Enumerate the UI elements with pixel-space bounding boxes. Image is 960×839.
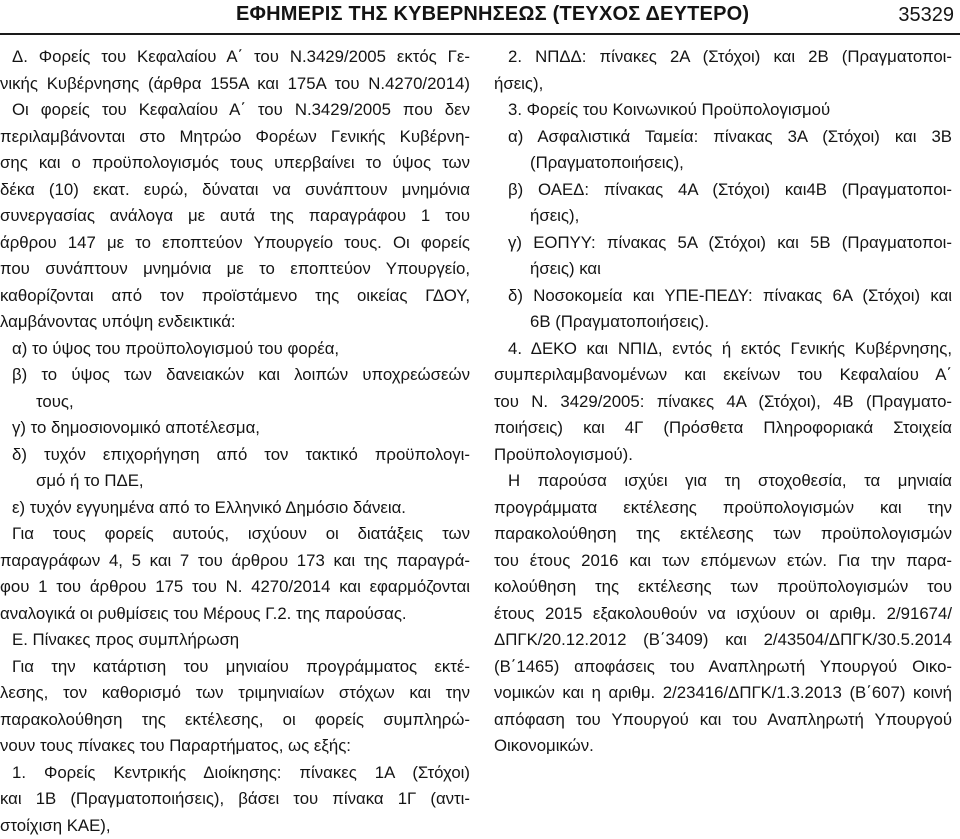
text-line: απόφαση του Υπουργού και του Αναπληρωτή Υπουργού — [494, 707, 952, 734]
page-header — [0, 0, 960, 34]
sub-item-continuation: ήσεις) και — [494, 256, 952, 283]
text-line: παρακολούθηση της εκτέλεσης των προϋπολογισμών — [494, 521, 952, 548]
list-item-4: 4. ΔΕΚΟ και ΝΠΙΔ, εντός ή εκτός Γενικής Κυβέρνησης, — [494, 336, 952, 363]
sub-item-continuation: ήσεις), — [494, 203, 952, 230]
list-item-c: γ) το δημοσιονομικό αποτέλεσμα, — [0, 415, 470, 442]
text-line: που συνάπτουν μνημόνια με το εποπτεύον Υπουργείο, — [0, 256, 470, 283]
text-line: λεσης, τον καθορισμό των τριμηνιαίων στόχων και την — [0, 680, 470, 707]
text-line: λαμβάνοντας υπόψη ενδεικτικά: — [0, 309, 470, 336]
list-item-3: 3. Φορείς του Κοινωνικού Προϋπολογισμού — [494, 97, 952, 124]
text-line: δέκα (10) εκατ. ευρώ, δύναται να συνάπτουν μνημόνια — [0, 177, 470, 204]
list-item-2: 2. ΝΠΔΔ: πίνακες 2Α (Στόχοι) και 2Β (Πραγματοποι- — [494, 44, 952, 71]
left-column — [0, 44, 470, 839]
text-line: προγράμματα εκτέλεσης προϋπολογισμών και την — [494, 495, 952, 522]
text-line: συμπεριλαμβανομένων και εκείνων του Κεφαλαίου Α΄ — [494, 362, 952, 389]
text-line: παραγράφων 4, 5 και 7 του άρθρου 173 και της παραγρά- — [0, 548, 470, 575]
text-line: περιλαμβάνονται στο Μητρώο Φορέων Γενικής Κυβέρνη- — [0, 124, 470, 151]
text-line: νικής Κυβέρνησης (άρθρα 155Α και 175Α του Ν.4270/2014) — [0, 71, 470, 98]
sub-item-c: γ) ΕΟΠΥΥ: πίνακας 5Α (Στόχοι) και 5Β (Πραγματοποι- — [494, 230, 952, 257]
list-item-a: α) το ύψος του προϋπολογισμού του φορέα, — [0, 336, 470, 363]
text-line: φου 1 του άρθρου 175 του Ν. 4270/2014 και εφαρμόζονται — [0, 574, 470, 601]
text-line: στοίχιση ΚΑΕ), — [0, 813, 470, 839]
text-line: καθορίζονται από τον προϊστάμενο της οικείας ΓΔΟΥ, — [0, 283, 470, 310]
text-line: νουν τους πίνακες του Παραρτήματος, ως εξής: — [0, 733, 470, 760]
sub-item-continuation: (Πραγματοποιήσεις), — [494, 150, 952, 177]
text-line: έτους 2015 εξακολουθούν να ισχύουν οι αριθμ. 2/91674/ — [494, 601, 952, 628]
text-line: ΔΠΓΚ/20.12.2012 (Β΄3409) και 2/43504/ΔΠΓΚ/30.5.2014 — [494, 627, 952, 654]
sub-item-b: β) ΟΑΕΔ: πίνακας 4Α (Στόχοι) και4Β (Πραγματοποι- — [494, 177, 952, 204]
paragraph-start: Οι φορείς του Κεφαλαίου Α΄ του Ν.3429/2005 που δεν — [0, 97, 470, 124]
header-rule — [0, 33, 960, 35]
text-line: Οικονομικών. — [494, 733, 952, 760]
text-line: (Β΄1465) αποφάσεις του Αναπληρωτή Υπουργού Οικο- — [494, 654, 952, 681]
gazette-title: ΕΦΗΜΕΡΙΣ ΤΗΣ ΚΥΒΕΡΝΗΣΕΩΣ (ΤΕΥΧΟΣ ΔΕΥΤΕΡΟ) — [236, 3, 749, 26]
sub-item-continuation: 6Β (Πραγματοποιήσεις). — [494, 309, 952, 336]
list-item-d: δ) τυχόν επιχορήγηση από τον τακτικό προϋπολογι- — [0, 442, 470, 469]
text-line: κολούθηση της εκτέλεσης των προϋπολογισμών του — [494, 574, 952, 601]
sub-item-a: α) Ασφαλιστικά Ταμεία: πίνακας 3Α (Στόχοι) και 3Β — [494, 124, 952, 151]
text-line: και 1Β (Πραγματοποιήσεις), βάσει του πίνακα 1Γ (αντι- — [0, 786, 470, 813]
text-line: αναλογικά οι ρυθμίσεις του Μέρους Γ.2. της παρούσας. — [0, 601, 470, 628]
list-item-1: 1. Φορείς Κεντρικής Διοίκησης: πίνακες 1Α (Στόχοι) — [0, 760, 470, 787]
paragraph-start: Για τους φορείς αυτούς, ισχύουν οι διατάξεις των — [0, 521, 470, 548]
text-line: ποιήσεις) και 4Γ (Πρόσθετα Πληροφοριακά Στοιχεία — [494, 415, 952, 442]
text-line: παρακολούθηση της εκτέλεσης, οι φορείς συμπληρώ- — [0, 707, 470, 734]
page-number: 35329 — [898, 4, 954, 27]
text-line: Προϋπολογισμού). — [494, 442, 952, 469]
list-item-e: ε) τυχόν εγγυημένα από το Ελληνικό Δημόσιο δάνεια. — [0, 495, 470, 522]
list-item-b: β) το ύψος των δανειακών και λοιπών υποχρεώσεών — [0, 362, 470, 389]
text-line: νομικών και η αριθμ. 2/23416/ΔΠΓΚ/1.3.2013 (Β΄607) κοινή — [494, 680, 952, 707]
section-heading-d: Δ. Φορείς του Κεφαλαίου Α΄ του Ν.3429/2005 εκτός Γε- — [0, 44, 470, 71]
paragraph-start: Για την κατάρτιση του μηνιαίου προγράμματος εκτέ- — [0, 654, 470, 681]
text-line: συνεργασίας ανάλογα με αυτά της παραγράφου 1 του — [0, 203, 470, 230]
section-heading-e: Ε. Πίνακες προς συμπλήρωση — [0, 627, 470, 654]
right-column — [494, 44, 952, 760]
text-line: ήσεις), — [494, 71, 952, 98]
text-line: σης και ο προϋπολογισμός τους υπερβαίνει το ύψος των — [0, 150, 470, 177]
text-line: άρθρου 147 με το εποπτεύον Υπουργείο τους. Οι φορείς — [0, 230, 470, 257]
sub-item-d: δ) Νοσοκομεία και ΥΠΕ-ΠΕΔΥ: πίνακας 6Α (Στόχοι) και — [494, 283, 952, 310]
list-item-continuation: σμό ή το ΠΔΕ, — [0, 468, 470, 495]
list-item-continuation: τους, — [0, 389, 470, 416]
text-line: του Ν. 3429/2005: πίνακες 4Α (Στόχοι), 4Β (Πραγματο- — [494, 389, 952, 416]
text-line: του έτους 2016 και των επόμενων ετών. Για την παρα- — [494, 548, 952, 575]
paragraph-start: Η παρούσα ισχύει για τη στοχοθεσία, τα μηνιαία — [494, 468, 952, 495]
